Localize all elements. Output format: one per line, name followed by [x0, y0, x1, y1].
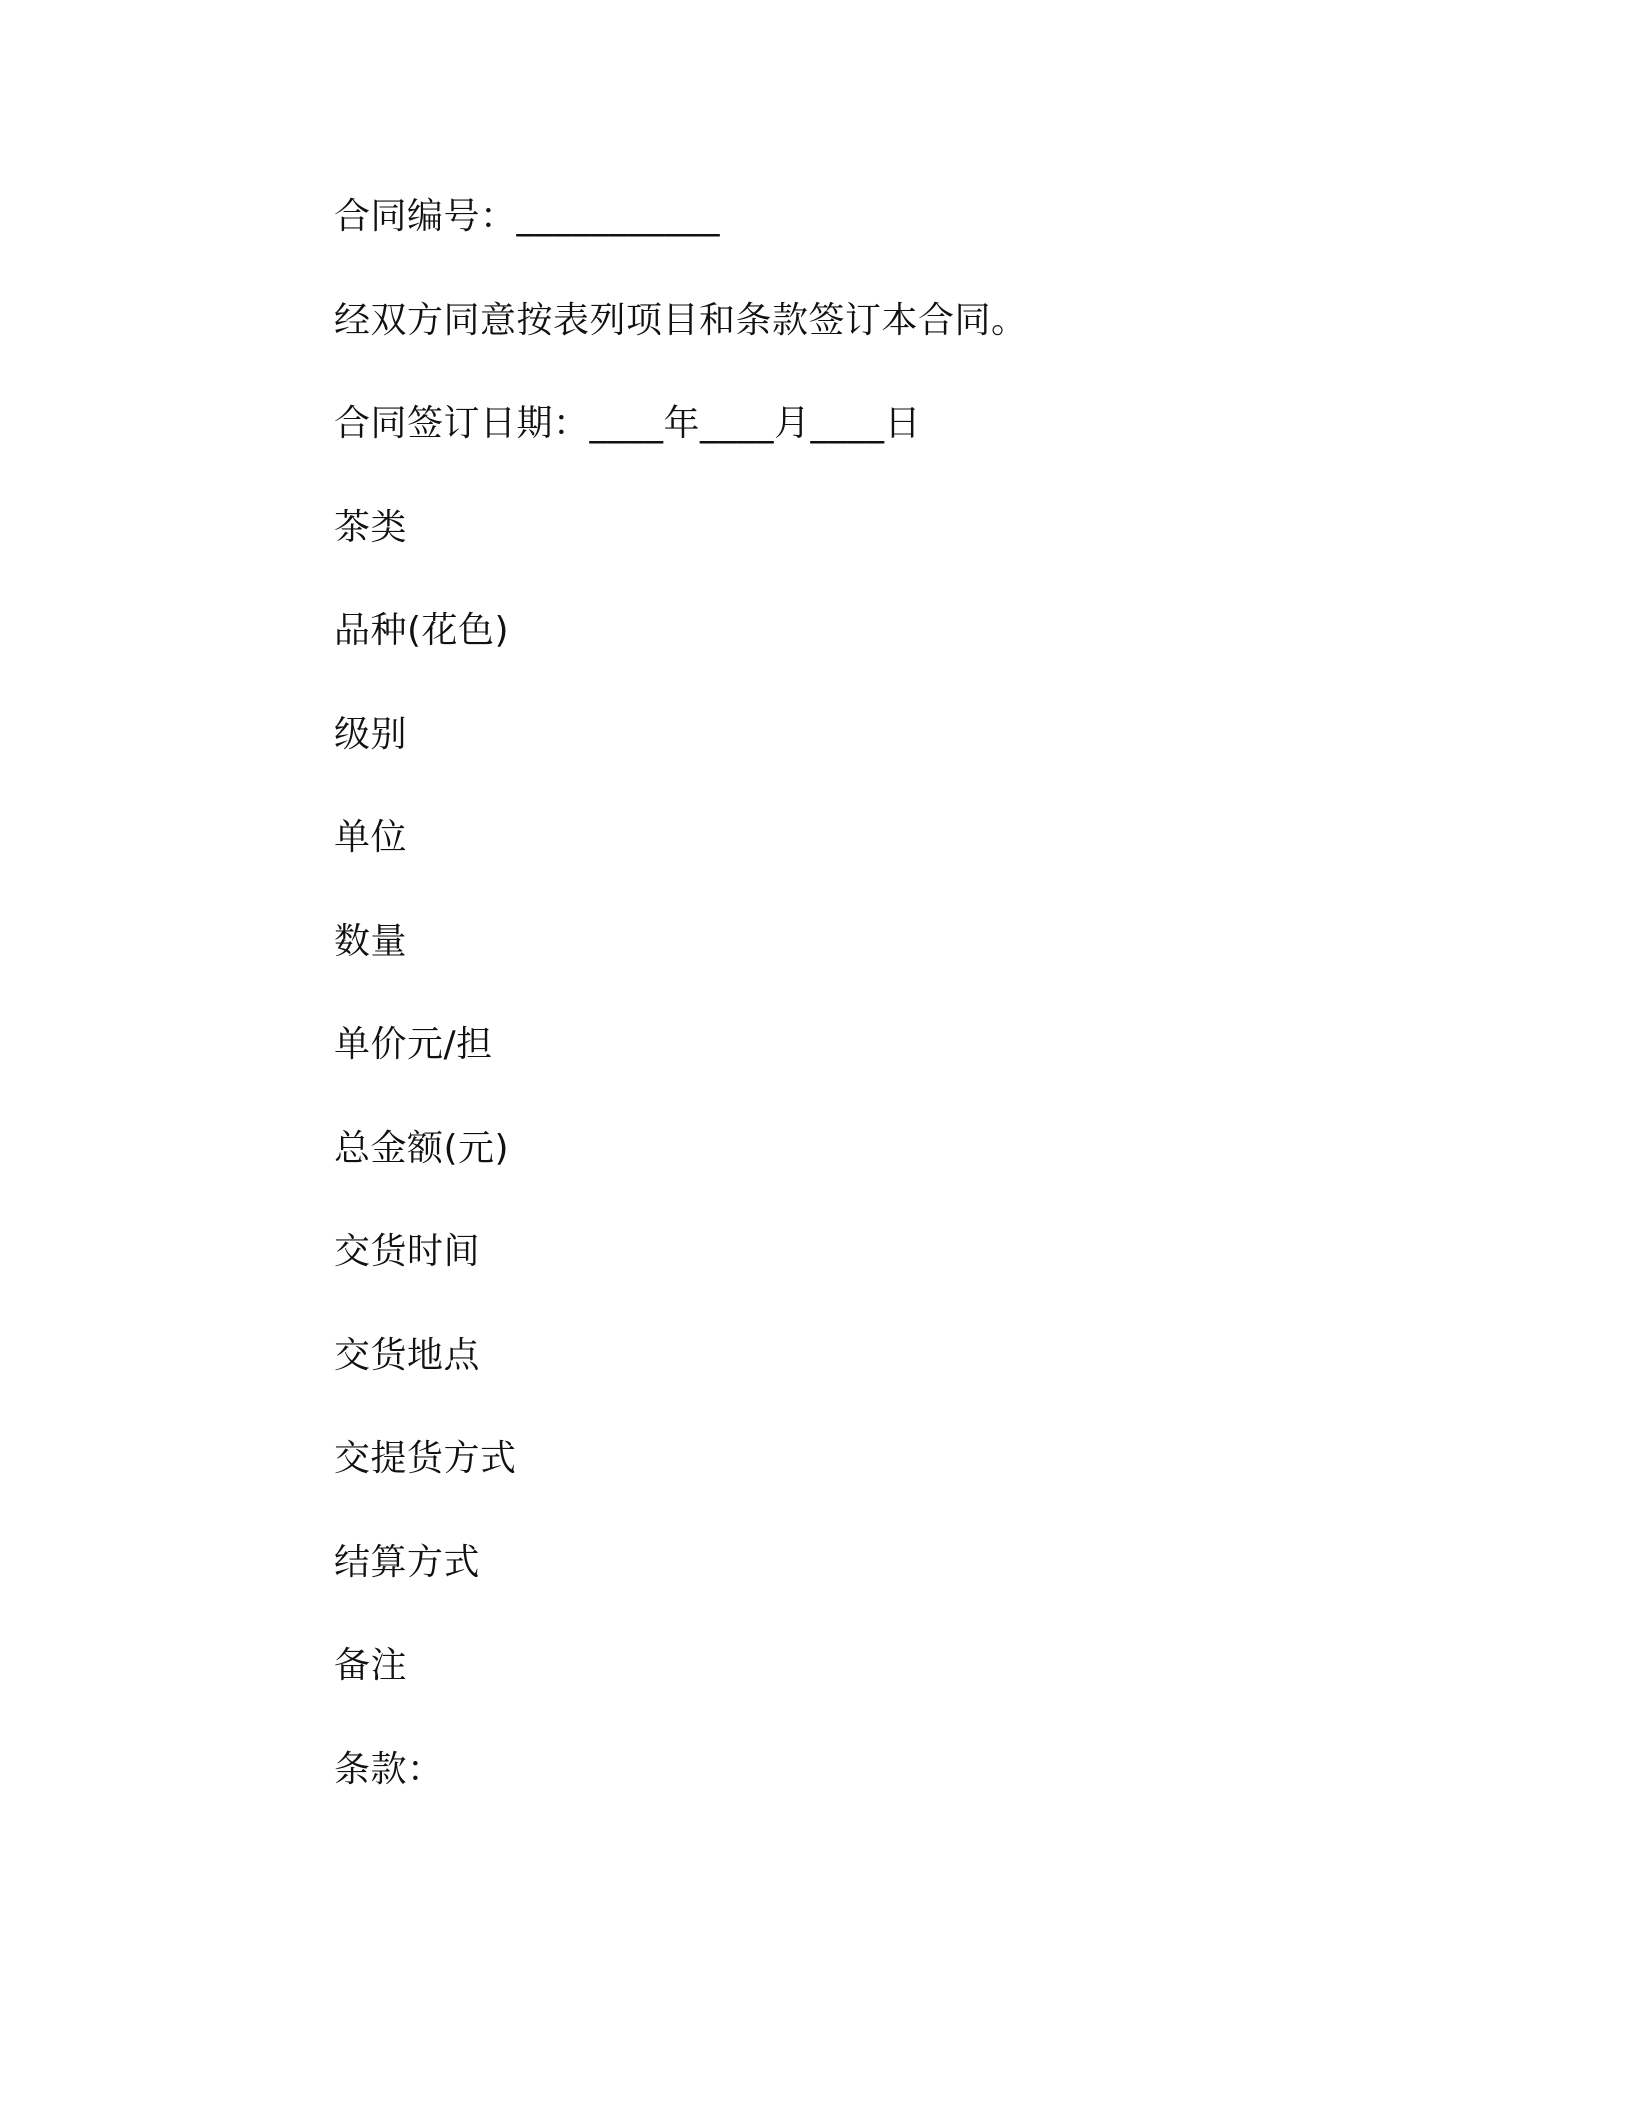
field-delivery-place: 交货地点: [334, 1334, 481, 1376]
field-grade: 级别: [334, 713, 408, 755]
document-body: [334, 187, 1434, 1843]
field-tea-type: 茶类: [334, 506, 408, 548]
contract-number-line: 合同编号：___________: [334, 196, 721, 237]
field-terms: 条款：: [334, 1748, 444, 1790]
field-variety: 品种(花色): [334, 610, 510, 651]
field-settlement-method: 结算方式: [334, 1541, 481, 1583]
sign-date-line: 合同签订日期：____年____月____日: [334, 403, 922, 444]
field-delivery-time: 交货时间: [334, 1231, 481, 1272]
field-total-amount: 总金额(元): [334, 1127, 510, 1169]
field-unit-price: 单价元/担: [334, 1024, 493, 1065]
field-remarks: 备注: [334, 1645, 408, 1686]
field-unit: 单位: [334, 817, 408, 858]
field-quantity: 数量: [334, 920, 408, 962]
intro-text: 经双方同意按表列项目和条款签订本合同。: [334, 299, 1028, 341]
field-delivery-method: 交提货方式: [334, 1438, 517, 1479]
